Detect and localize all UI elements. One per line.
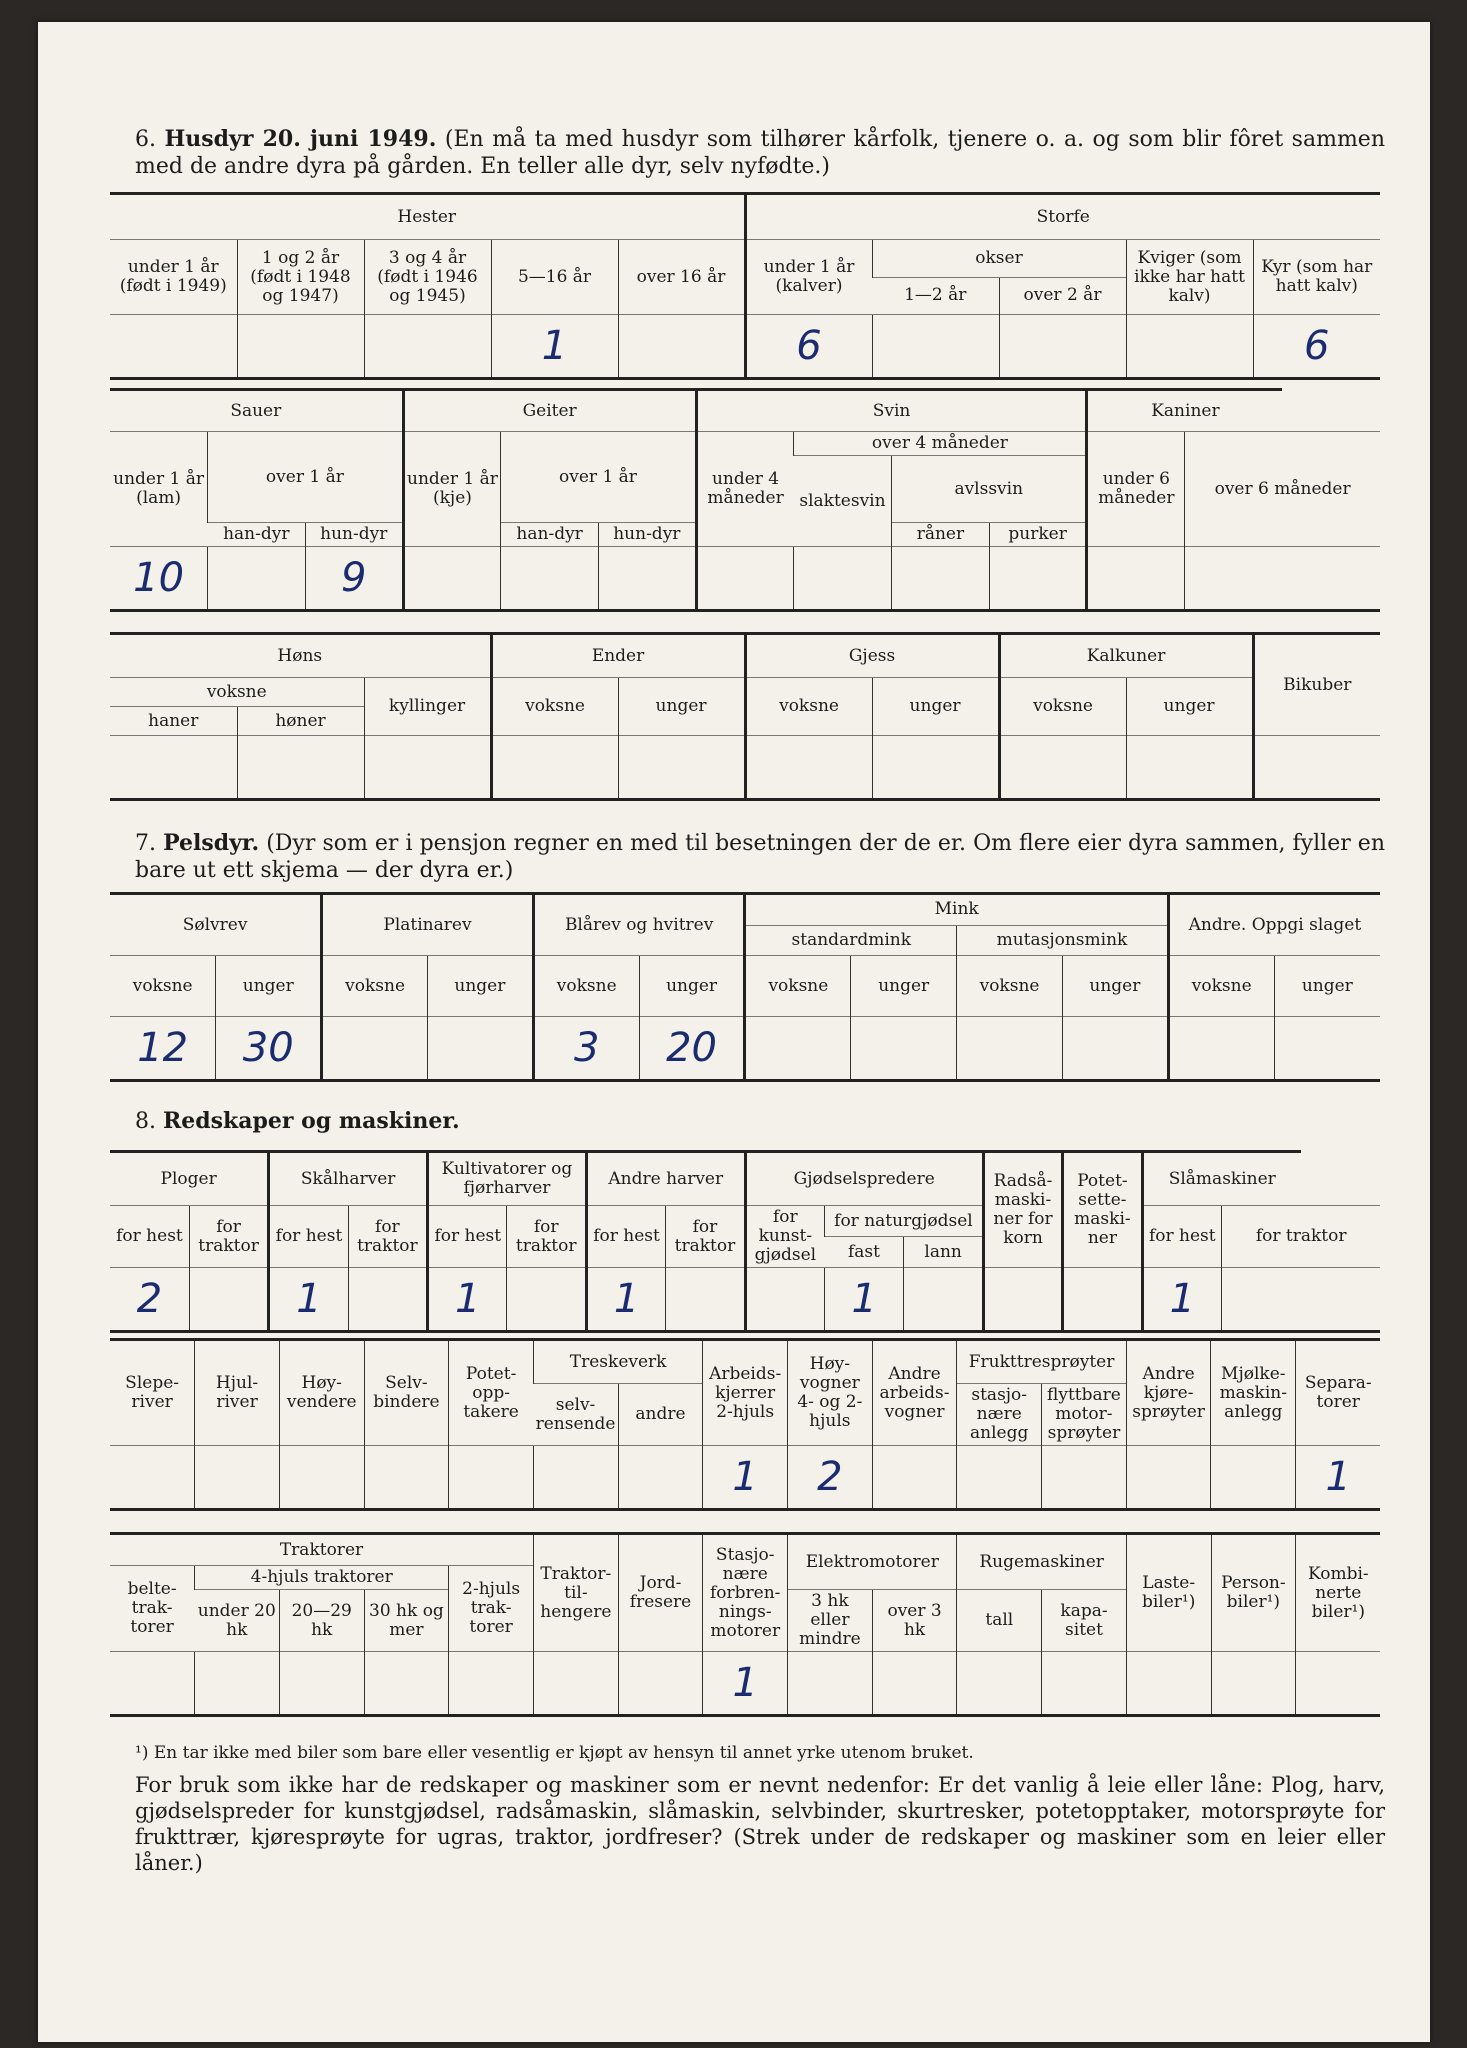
value-cell[interactable]: 1 <box>703 1652 788 1716</box>
section-7-heading <box>135 830 1385 884</box>
value-cell[interactable] <box>957 1017 1063 1081</box>
value-cell[interactable] <box>1274 1017 1380 1081</box>
bikuber-header: Bikuber <box>1253 634 1380 736</box>
kalkuner-voksne-header: voksne <box>999 678 1126 736</box>
value-cell[interactable] <box>189 1268 268 1332</box>
value-cell[interactable] <box>618 736 745 800</box>
kalver-header: under 1 år (kalver) <box>745 240 872 315</box>
geiter-handyr-header: han-dyr <box>501 523 599 547</box>
value-cell[interactable] <box>983 1268 1062 1332</box>
unger-header: unger <box>1062 956 1168 1017</box>
kaniner-over6-header: over 6 måneder <box>1185 432 1380 547</box>
andre-pelsdyr-header: Andre. Oppgi slaget <box>1168 894 1380 956</box>
value-cell[interactable] <box>1042 1652 1127 1716</box>
value-cell[interactable] <box>999 736 1126 800</box>
value-cell[interactable]: 20 <box>639 1017 745 1081</box>
value-cell[interactable] <box>364 315 491 379</box>
jordfresere-header: Jord-fresere <box>618 1534 703 1652</box>
slamaskiner-for-hest: for hest <box>1142 1206 1221 1268</box>
forbrenningsmotorer-header: Stasjo-nære forbren-nings-motorer <box>703 1534 788 1652</box>
ender-voksne-header: voksne <box>491 678 618 736</box>
gjess-header: Gjess <box>745 634 999 678</box>
value-cell[interactable] <box>1126 1446 1211 1510</box>
andre-arbeidsvogner-header: Andre arbeids-vogner <box>872 1340 957 1446</box>
value-cell[interactable]: 1 <box>1142 1268 1221 1332</box>
raner-header: råner <box>892 523 990 547</box>
section-7-title: Pelsdyr. <box>163 830 260 856</box>
fast-header: fast <box>825 1237 904 1268</box>
hester-header: Hester <box>110 194 745 240</box>
hoyvogner-header: Høy-vogner 4- og 2-hjuls <box>788 1340 873 1446</box>
value-cell[interactable]: 1 <box>1296 1446 1381 1510</box>
flyttbare-motorsproyter-header: flyttbare motor-sprøyter <box>1042 1384 1127 1446</box>
stasjonaere-anlegg-header: stasjo-nære anlegg <box>957 1384 1042 1446</box>
purker-header: purker <box>989 523 1087 547</box>
value-cell[interactable] <box>957 1652 1042 1716</box>
2-hjuls-traktorer-header: 2-hjuls trak-torer <box>449 1566 534 1652</box>
4-hjuls-traktorer-header: 4-hjuls traktorer <box>195 1566 449 1590</box>
treskeverk-header: Treskeverk <box>533 1340 702 1384</box>
geiter-hundyr-header: hun-dyr <box>598 523 696 547</box>
value-cell[interactable] <box>237 736 364 800</box>
gjess-voksne-header: voksne <box>745 678 872 736</box>
value-cell[interactable]: 6 <box>1253 315 1380 379</box>
20-29hk-header: 20—29 hk <box>279 1590 364 1652</box>
value-cell[interactable] <box>957 1446 1042 1510</box>
svin-header: Svin <box>696 390 1087 432</box>
kyllinger-header: kyllinger <box>364 678 491 736</box>
value-cell[interactable] <box>491 736 618 800</box>
okser-header: okser <box>872 240 1126 278</box>
storfe-header: Storfe <box>745 194 1380 240</box>
value-cell[interactable] <box>501 547 599 611</box>
sauer-geiter-svin-kaniner-table <box>110 388 1380 612</box>
rugemaskiner-tall-header: tall <box>957 1590 1042 1652</box>
andre-harver-for-hest: for hest <box>586 1206 665 1268</box>
value-cell[interactable] <box>999 315 1126 379</box>
skalharver-header: Skålharver <box>269 1152 428 1206</box>
value-cell[interactable] <box>364 1446 449 1510</box>
voksne-header: voksne <box>110 956 216 1017</box>
personbiler-header: Person-biler¹) <box>1211 1534 1296 1652</box>
slamaskiner-header: Slåmaskiner <box>1142 1152 1301 1206</box>
kombinerte-biler-header: Kombi-nerte biler¹) <box>1296 1534 1381 1652</box>
value-cell[interactable] <box>745 736 872 800</box>
value-cell[interactable] <box>533 1446 618 1510</box>
sleperiver-header: Slepe-river <box>110 1340 195 1446</box>
value-cell[interactable]: 1 <box>269 1268 348 1332</box>
section-8-heading <box>135 1108 1385 1135</box>
voksne-header: voksne <box>533 956 639 1017</box>
value-cell[interactable] <box>892 547 990 611</box>
separatorer-header: Separa-torer <box>1296 1340 1381 1446</box>
value-cell[interactable] <box>279 1652 364 1716</box>
hoyvendere-header: Høy-vendere <box>279 1340 364 1446</box>
beltetraktorer-header: belte-trak-torer <box>110 1566 195 1652</box>
value-cell[interactable]: 2 <box>788 1446 873 1510</box>
section-6-title: Husdyr 20. juni 1949. <box>164 126 437 152</box>
okser-1-2-header: 1—2 år <box>872 277 999 315</box>
hester-col-header: 1 og 2 år (født i 1948 og 1947) <box>237 240 364 315</box>
section-7-text: (Dyr som er i pensjon regner en med til besetningen der de er. Om flere eier dyra sammen, fyller en bare ut ett skjema — der dyra er.) <box>135 831 1385 883</box>
value-cell[interactable] <box>618 1446 703 1510</box>
kultivatorer-for-hest: for hest <box>428 1206 507 1268</box>
value-cell[interactable] <box>110 315 237 379</box>
value-cell[interactable] <box>507 1268 586 1332</box>
value-cell[interactable] <box>618 315 745 379</box>
fjorfe-table <box>110 632 1380 801</box>
mjolkemaskinanlegg-header: Mjølke-maskin-anlegg <box>1211 1340 1296 1446</box>
sauer-header: Sauer <box>110 390 403 432</box>
value-cell[interactable] <box>696 547 794 611</box>
value-cell[interactable] <box>1211 1652 1296 1716</box>
sauer-handyr-header: han-dyr <box>208 523 306 547</box>
value-cell[interactable] <box>1185 547 1380 611</box>
value-cell[interactable] <box>1126 1652 1211 1716</box>
blarev-header: Blårev og hvitrev <box>533 894 745 956</box>
value-cell[interactable]: 3 <box>533 1017 639 1081</box>
standardmink-header: standardmink <box>745 925 957 955</box>
ender-unger-header: unger <box>618 678 745 736</box>
sauer-hundyr-header: hun-dyr <box>305 523 403 547</box>
section-6-text: (En må ta med husdyr som tilhører kårfolk, tjenere o. a. og som blir fôret sammen med de andre dyra på gården. En teller alle dyr, selv nyfødte.) <box>135 127 1385 179</box>
svin-under4-header: under 4 måneder <box>696 432 794 547</box>
voksne-header: voksne <box>322 956 428 1017</box>
unger-header: unger <box>639 956 745 1017</box>
value-cell[interactable] <box>872 315 999 379</box>
redskaper-table-1 <box>110 1150 1380 1333</box>
hester-col-header: under 1 år (født i 1949) <box>110 240 237 315</box>
value-cell[interactable] <box>904 1268 983 1332</box>
value-cell[interactable]: 1 <box>491 315 618 379</box>
avlssvin-header: avlssvin <box>892 456 1087 523</box>
redskaper-table-3 <box>110 1532 1380 1717</box>
radsamaskiner-header: Radså-maski-ner for korn <box>983 1152 1062 1268</box>
kaniner-under6-header: under 6 måneder <box>1087 432 1185 547</box>
elektromotorer-header: Elektromotorer <box>788 1534 957 1590</box>
section-7-number: 7. <box>135 831 156 856</box>
value-cell[interactable] <box>208 547 306 611</box>
value-cell[interactable] <box>110 1446 195 1510</box>
section-8-title: Redskaper og maskiner. <box>163 1108 460 1134</box>
elektro-over3hk-header: over 3 hk <box>872 1590 957 1652</box>
value-cell[interactable]: 1 <box>703 1446 788 1510</box>
lam-header: under 1 år (lam) <box>110 432 208 547</box>
value-cell[interactable] <box>364 736 491 800</box>
under-20hk-header: under 20 hk <box>195 1590 280 1652</box>
value-cell[interactable] <box>427 1017 533 1081</box>
value-cell[interactable] <box>1222 1268 1381 1332</box>
ploger-for-traktor: for traktor <box>189 1206 268 1268</box>
value-cell[interactable] <box>745 1017 851 1081</box>
slamaskiner-for-traktor: for traktor <box>1222 1206 1381 1268</box>
value-cell[interactable]: 1 <box>586 1268 665 1332</box>
voksne-header: voksne <box>1168 956 1274 1017</box>
for-kunstgjodsel-header: for kunst-gjødsel <box>745 1206 824 1268</box>
value-cell[interactable] <box>745 1268 824 1332</box>
kaniner-header: Kaniner <box>1087 390 1282 432</box>
andre-kjoresproyter-header: Andre kjøre-sprøyter <box>1126 1340 1211 1446</box>
value-cell[interactable] <box>1042 1446 1127 1510</box>
haner-header: haner <box>110 707 237 736</box>
kalkuner-unger-header: unger <box>1126 678 1253 736</box>
potetopptakere-header: Potet-opp-takere <box>449 1340 534 1446</box>
value-cell[interactable] <box>348 1268 427 1332</box>
lann-header: lann <box>904 1237 983 1268</box>
rugemaskiner-header: Rugemaskiner <box>957 1534 1126 1590</box>
pelsdyr-table <box>110 892 1380 1082</box>
value-cell[interactable] <box>1253 736 1380 800</box>
value-cell[interactable]: 12 <box>110 1017 216 1081</box>
hjulriver-header: Hjul-river <box>195 1340 280 1446</box>
elektro-3hk-header: 3 hk eller mindre <box>788 1590 873 1652</box>
value-cell[interactable] <box>449 1652 534 1716</box>
ender-header: Ender <box>491 634 745 678</box>
value-cell[interactable] <box>666 1268 745 1332</box>
section-8-number: 8. <box>135 1109 156 1134</box>
frukttresproyter-header: Frukttresprøyter <box>957 1340 1126 1384</box>
value-cell[interactable] <box>110 736 237 800</box>
value-cell[interactable] <box>1168 1017 1274 1081</box>
value-cell[interactable] <box>1126 315 1253 379</box>
value-cell[interactable] <box>110 1652 195 1716</box>
slaktesvin-header: slaktesvin <box>794 456 892 547</box>
value-cell[interactable] <box>237 315 364 379</box>
value-cell[interactable] <box>872 1446 957 1510</box>
value-cell[interactable] <box>1087 547 1185 611</box>
hester-col-header: over 16 år <box>618 240 745 315</box>
svin-over4-header: over 4 måneder <box>794 432 1087 456</box>
value-cell[interactable]: 10 <box>110 547 208 611</box>
hester-col-header: 3 og 4 år (født i 1946 og 1945) <box>364 240 491 315</box>
geiter-over1-header: over 1 år <box>501 432 696 523</box>
value-cell[interactable] <box>279 1446 364 1510</box>
sauer-over1-header: over 1 år <box>208 432 403 523</box>
value-cell[interactable] <box>534 1652 619 1716</box>
ploger-header: Ploger <box>110 1152 269 1206</box>
ploger-for-hest: for hest <box>110 1206 189 1268</box>
skalharver-for-traktor: for traktor <box>348 1206 427 1268</box>
kultivatorer-for-traktor: for traktor <box>507 1206 586 1268</box>
skalharver-for-hest: for hest <box>269 1206 348 1268</box>
value-cell[interactable] <box>1062 1017 1168 1081</box>
value-cell[interactable] <box>618 1652 703 1716</box>
value-cell[interactable] <box>195 1652 280 1716</box>
30hk-header: 30 hk og mer <box>364 1590 449 1652</box>
andre-harver-header: Andre harver <box>586 1152 745 1206</box>
mutasjonsmink-header: mutasjonsmink <box>957 925 1169 955</box>
value-cell[interactable] <box>1211 1446 1296 1510</box>
value-cell[interactable] <box>195 1446 280 1510</box>
value-cell[interactable] <box>1296 1652 1381 1716</box>
value-cell[interactable] <box>1063 1268 1142 1332</box>
value-cell[interactable] <box>403 547 501 611</box>
andre-harver-for-traktor: for traktor <box>666 1206 745 1268</box>
platinarev-header: Platinarev <box>322 894 534 956</box>
value-cell[interactable]: 6 <box>745 315 872 379</box>
value-cell[interactable] <box>794 547 892 611</box>
footnote: ¹) En tar ikke med biler som bare eller vesentlig er kjøpt av hensyn til annet yrke utenom bruket. <box>135 1743 974 1763</box>
andre-treskeverk-header: andre <box>618 1384 703 1446</box>
value-cell[interactable]: 1 <box>825 1268 904 1332</box>
kviger-header: Kviger (som ikke har hatt kalv) <box>1126 240 1253 315</box>
rugemaskiner-kapasitet-header: kapa-sitet <box>1042 1590 1127 1652</box>
hester-col-header: 5—16 år <box>491 240 618 315</box>
value-cell[interactable]: 30 <box>216 1017 322 1081</box>
gjodselspredere-header: Gjødselspredere <box>745 1152 983 1206</box>
lastebiler-header: Laste-biler¹) <box>1126 1534 1211 1652</box>
geiter-header: Geiter <box>403 390 696 432</box>
value-cell[interactable] <box>364 1652 449 1716</box>
gjess-unger-header: unger <box>872 678 999 736</box>
redskaper-table-2 <box>110 1338 1380 1511</box>
value-cell[interactable] <box>322 1017 428 1081</box>
section-6-heading <box>135 126 1385 180</box>
unger-header: unger <box>216 956 322 1017</box>
unger-header: unger <box>851 956 957 1017</box>
okser-over2-header: over 2 år <box>999 277 1126 315</box>
value-cell[interactable]: 1 <box>428 1268 507 1332</box>
value-cell[interactable] <box>872 1652 957 1716</box>
kultivatorer-header: Kultivatorer og fjørharver <box>428 1152 587 1206</box>
voksne-header: voksne <box>957 956 1063 1017</box>
value-cell[interactable] <box>989 547 1087 611</box>
kyr-header: Kyr (som har hatt kalv) <box>1253 240 1380 315</box>
value-cell[interactable]: 2 <box>110 1268 189 1332</box>
selvrensende-header: selv-rensende <box>533 1384 618 1446</box>
selvbindere-header: Selv-bindere <box>364 1340 449 1446</box>
kje-header: under 1 år (kje) <box>403 432 501 547</box>
unger-header: unger <box>1274 956 1380 1017</box>
hons-voksne-header: voksne <box>110 678 364 707</box>
potetsettemaskiner-header: Potet-sette-maski-ner <box>1063 1152 1142 1268</box>
hons-header: Høns <box>110 634 491 678</box>
value-cell[interactable] <box>598 547 696 611</box>
value-cell[interactable] <box>449 1446 534 1510</box>
value-cell[interactable] <box>851 1017 957 1081</box>
unger-header: unger <box>427 956 533 1017</box>
traktortilhengere-header: Traktor-til-hengere <box>534 1534 619 1652</box>
traktorer-header: Traktorer <box>110 1534 534 1566</box>
kalkuner-header: Kalkuner <box>999 634 1253 678</box>
voksne-header: voksne <box>745 956 851 1017</box>
hester-storfe-table <box>110 192 1380 380</box>
arbeidskjerrer-header: Arbeids-kjerrer 2-hjuls <box>703 1340 788 1446</box>
value-cell[interactable] <box>788 1652 873 1716</box>
value-cell[interactable] <box>1126 736 1253 800</box>
value-cell[interactable] <box>872 736 999 800</box>
closing-paragraph: For bruk som ikke har de redskaper og maskiner som er nevnt nedenfor: Er det vanlig å leie eller låne: Plog, harv, gjødselspreder for kunstgjødsel, radsåmaskin, slåmaskin, selvbinder, skurtresker, potetopptaker, motorsprøyte for frukttrær, kjøresprøyte for ugras, traktor, jordfreser? (Strek under de redskaper og maskiner som en leier eller låner.) <box>135 1773 1385 1875</box>
for-naturgjodsel-header: for naturgjødsel <box>825 1206 984 1237</box>
honer-header: høner <box>237 707 364 736</box>
section-6-number: 6. <box>135 127 156 152</box>
value-cell[interactable]: 9 <box>305 547 403 611</box>
mink-header: Mink <box>745 894 1168 926</box>
solvrev-header: Sølvrev <box>110 894 322 956</box>
